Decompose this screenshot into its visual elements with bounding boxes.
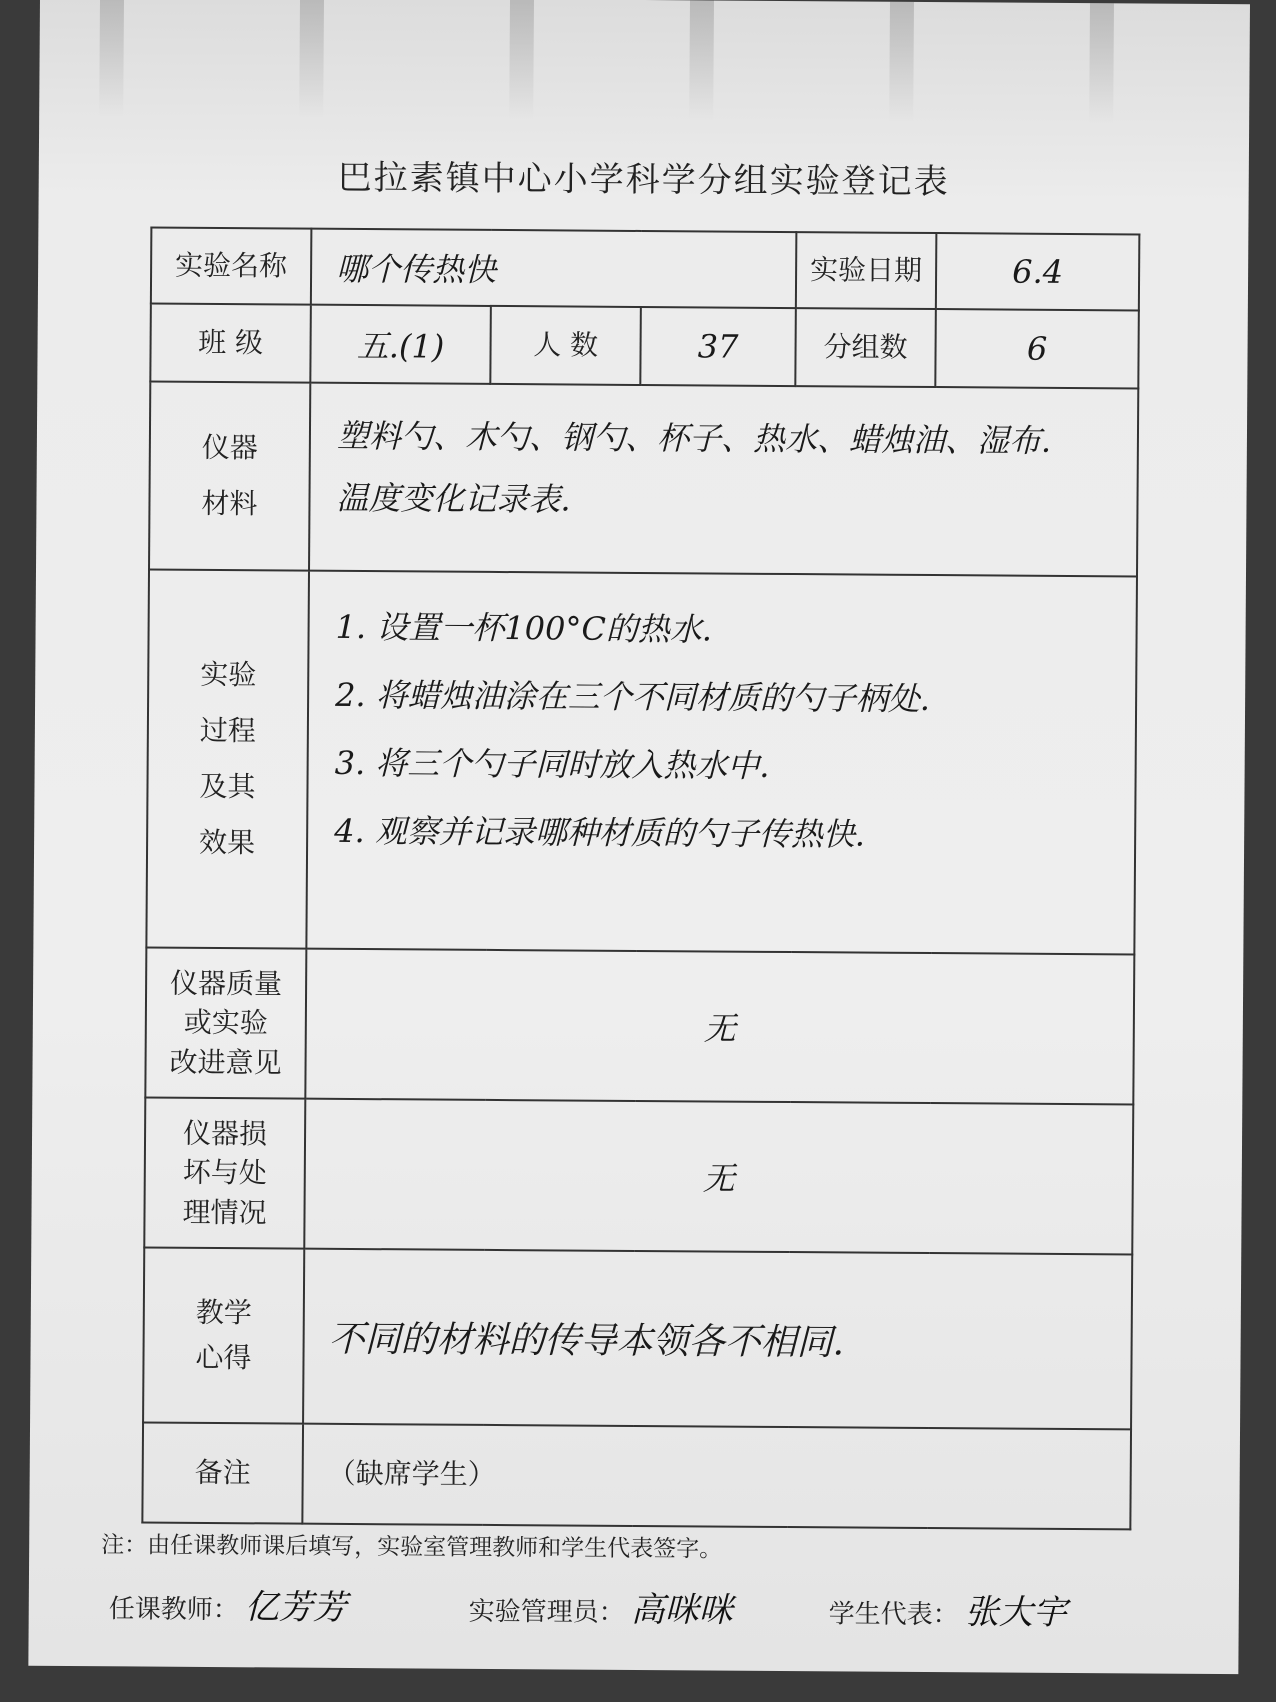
teacher-signature-name: 亿芳芳 — [244, 1587, 347, 1628]
row-reflection — [143, 1248, 1132, 1430]
admin-signature-name: 高咪咪 — [630, 1589, 733, 1631]
remarks-label: 备注 — [142, 1423, 303, 1524]
process-step: 1. 设置一杯100°C的热水. — [335, 607, 713, 649]
process-step: 4. 观察并记录哪种材质的勺子传热快. — [334, 811, 866, 854]
row-class-info — [150, 304, 1139, 389]
row-damage — [144, 1098, 1133, 1255]
scan-shadow — [509, 0, 534, 119]
reflection-label: 教学 心得 — [143, 1248, 304, 1424]
experiment-name-value: 哪个传热快 — [311, 229, 797, 308]
row-remarks — [142, 1423, 1131, 1530]
experiment-date-label: 实验日期 — [796, 232, 937, 309]
experiment-date-value: 6.4 — [936, 233, 1140, 310]
group-count-value: 6 — [935, 309, 1139, 388]
process-step: 2. 将蜡烛油涂在三个不同材质的勺子柄处. — [335, 675, 931, 719]
footnote: 注：由任课教师课后填写，实验室管理教师和学生代表签字。 — [101, 1532, 723, 1563]
admin-signature-label: 实验管理员： — [468, 1596, 625, 1628]
process-step: 3. 将三个勺子同时放入热水中. — [334, 743, 770, 785]
student-count-value: 37 — [640, 307, 796, 386]
admin-signature — [469, 1581, 733, 1632]
scan-shadow — [1089, 3, 1114, 123]
student-count-label: 人 数 — [490, 306, 641, 385]
materials-line: 塑料勺、木勺、钢勺、杯子、热水、蜡烛油、湿布. — [336, 416, 1052, 460]
scan-shadow — [99, 0, 124, 116]
process-label: 实验 过程 及其 效果 — [146, 570, 309, 949]
materials-line: 温度变化记录表. — [336, 478, 571, 519]
row-materials — [149, 382, 1138, 577]
experiment-name-label: 实验名称 — [151, 228, 312, 305]
experiment-form-table — [141, 227, 1140, 1531]
damage-value: 无 — [304, 1099, 1133, 1255]
signature-row — [109, 1564, 1169, 1631]
class-value: 五.(1) — [310, 305, 491, 384]
student-signature-label: 学生代表： — [828, 1599, 959, 1631]
group-count-label: 分组数 — [795, 308, 936, 387]
student-signature — [829, 1583, 1067, 1634]
teacher-signature — [109, 1578, 347, 1629]
class-label: 班 级 — [150, 304, 311, 383]
paper-sheet — [28, 0, 1250, 1674]
row-quality — [145, 948, 1134, 1105]
quality-label: 仪器质量 或实验 改进意见 — [145, 948, 306, 1099]
scan-shadow — [689, 0, 714, 120]
reflection-value: 不同的材料的传导本领各不相同. — [303, 1249, 1132, 1430]
quality-value: 无 — [305, 949, 1134, 1105]
scan-shadow — [889, 2, 914, 122]
damage-label: 仪器损 坏与处 理情况 — [144, 1098, 305, 1249]
student-signature-name: 张大宇 — [964, 1592, 1067, 1633]
remarks-value: （缺席学生） — [302, 1424, 1131, 1530]
teacher-signature-label: 任课教师： — [108, 1594, 239, 1626]
materials-label: 仪器 材料 — [149, 382, 310, 571]
scan-shadow — [299, 0, 324, 118]
row-process — [146, 570, 1137, 955]
materials-value — [309, 383, 1138, 577]
form-title: 巴拉素镇中心小学科学分组实验登记表 — [337, 157, 950, 203]
row-experiment-name — [151, 228, 1140, 311]
process-steps — [306, 571, 1137, 955]
